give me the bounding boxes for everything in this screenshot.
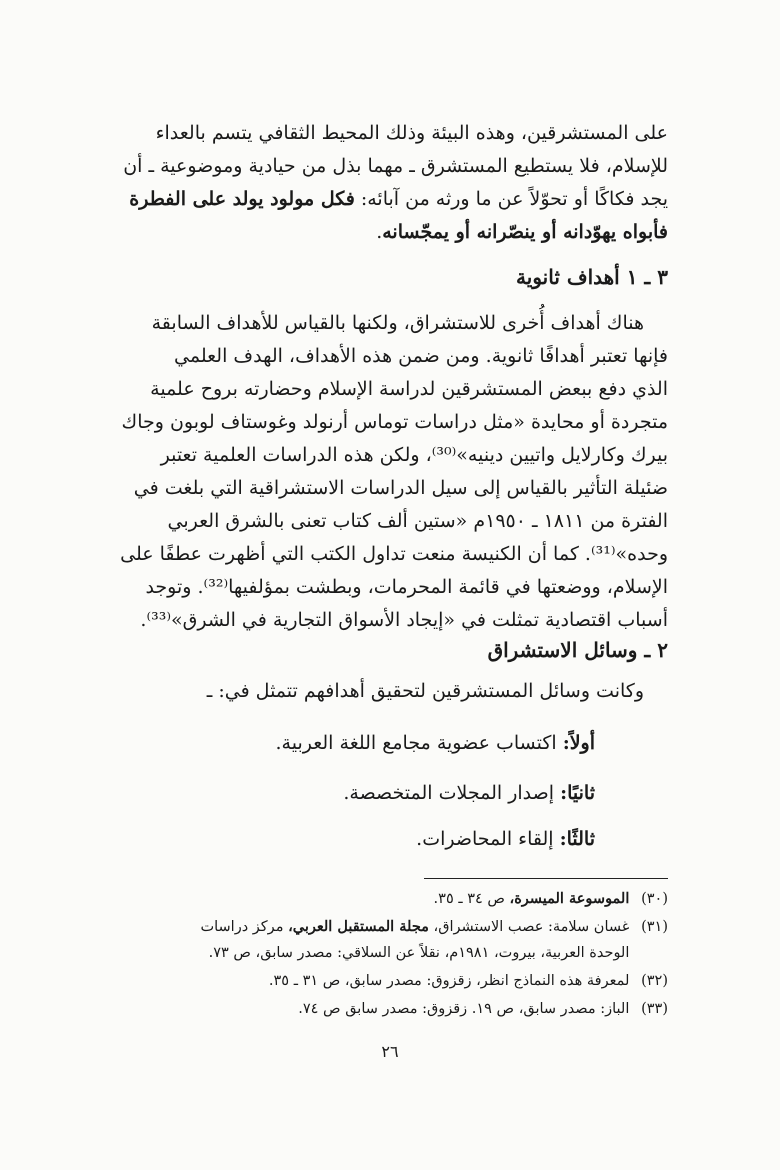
intro-line-4-end: . [376, 221, 383, 243]
intro-line-4-bold: فأبواه يهوّدانه أو ينصّرانه أو يمجّسانه [382, 221, 668, 243]
section1-line: متجردة أو محايدة «مثل دراسات توماس أرنولد وغوستاف لوبون وجاك [121, 411, 668, 433]
footnote-text: مركز دراسات [200, 919, 289, 935]
section1-line: وحده»⁽³¹⁾. كما أن الكنيسة منعت تداول الكتب التي أظهرت عطفًا على [120, 543, 668, 565]
page-number: ٢٦ [381, 1042, 399, 1061]
section1-line: هناك أهداف أُخرى للاستشراق، ولكنها بالقياس للأهداف السابقة [151, 312, 644, 334]
footnote-text: الوحدة العربية، بيروت، ١٩٨١م، نقلاً عن السلاقي: مصدر سابق، ص ٧٣. [208, 945, 630, 961]
footnote-30 [122, 886, 668, 912]
section1-line: الفترة من ١٨١١ ـ ١٩٥٠م «ستين ألف كتاب تعنى بالشرق العربي [167, 510, 668, 532]
footnote-31-continued [122, 940, 668, 966]
footnote-33 [122, 996, 668, 1022]
section2-intro: وكانت وسائل المستشرقين لتحقيق أهدافهم تتمثل في: ـ [206, 680, 644, 702]
footnote-number: (٣١) [641, 919, 668, 935]
means-item-text: اكتساب عضوية مجامع اللغة العربية. [275, 732, 557, 754]
means-item-label: ثانيًا: [560, 782, 595, 804]
intro-line-3-text: يجد فكاكًا أو تحوّلاً عن ما ورثه من آبائه: [360, 188, 668, 210]
footnote-source-bold: الموسوعة الميسرة، [509, 890, 630, 907]
intro-paragraph [122, 117, 668, 249]
means-item-3 [416, 828, 595, 850]
footnote-number: (٣٣) [641, 1001, 668, 1017]
footnote-number: (٣٠) [641, 891, 668, 907]
footnote-31 [122, 914, 668, 940]
intro-line-3-bold: فكل مولود يولد على الفطرة [129, 188, 355, 210]
intro-line-4 [122, 216, 668, 249]
means-item-label: أولاً: [562, 732, 595, 754]
section1-line: فإنها تعتبر أهدافًا ثانوية. ومن ضمن هذه الأهداف، الهدف العلمي [174, 345, 668, 367]
section1-line: الإسلام، ووضعتها في قائمة المحرمات، وبطشت بمؤلفيها⁽³²⁾. وتوجد [145, 576, 668, 598]
section1-line: الذي دفع ببعض المستشرقين لدراسة الإسلام وحضارته بروح علمية [150, 378, 668, 400]
footnote-text: لمعرفة هذه النماذج انظر، زقزوق: مصدر سابق، ص ٣١ ـ ٣٥. [268, 973, 630, 989]
section1-line: ضئيلة التأثير بالقياس إلى سيل الدراسات الاستشراقية التي بلغت في [133, 477, 668, 499]
footnote-separator [424, 878, 668, 879]
section-heading-orientalism-means: ٢ ـ وسائل الاستشراق [487, 638, 668, 662]
footnote-32 [122, 968, 668, 994]
footnote-number: (٣٢) [641, 973, 668, 989]
section-heading-secondary-goals: ٣ ـ ١ أهداف ثانوية [516, 265, 668, 289]
footnote-text: الباز: مصدر سابق، ص ١٩. زقزوق: مصدر سابق ص ٧٤. [298, 1001, 630, 1017]
intro-line-2: للإسلام، فلا يستطيع المستشرق ـ مهما بذل من حيادية وموضوعية ـ أن [123, 155, 668, 177]
section1-line: أسباب اقتصادية تمثلت في «إيجاد الأسواق التجارية في الشرق»⁽³³⁾. [140, 609, 668, 631]
means-item-text: إلقاء المحاضرات. [416, 828, 554, 850]
means-item-label: ثالثًا: [559, 828, 595, 850]
section1-paragraph [122, 307, 668, 637]
means-item-text: إصدار المجلات المتخصصة. [343, 782, 555, 804]
intro-line-3 [122, 183, 668, 216]
footnote-source-bold: مجلة المستقبل العربي، [288, 918, 429, 935]
footnote-text: ص ٣٤ ـ ٣٥. [433, 891, 510, 907]
means-item-1 [276, 732, 596, 754]
footnote-text-before: غسان سلامة: عصب الاستشراق، [428, 919, 630, 935]
means-item-2 [343, 782, 595, 804]
section1-line: بيرك وكارلايل واتيين دينيه»⁽³⁰⁾، ولكن هذه الدراسات العلمية تعتبر [160, 444, 668, 466]
intro-line-1: على المستشرقين، وهذه البيئة وذلك المحيط الثقافي يتسم بالعداء [155, 122, 668, 144]
